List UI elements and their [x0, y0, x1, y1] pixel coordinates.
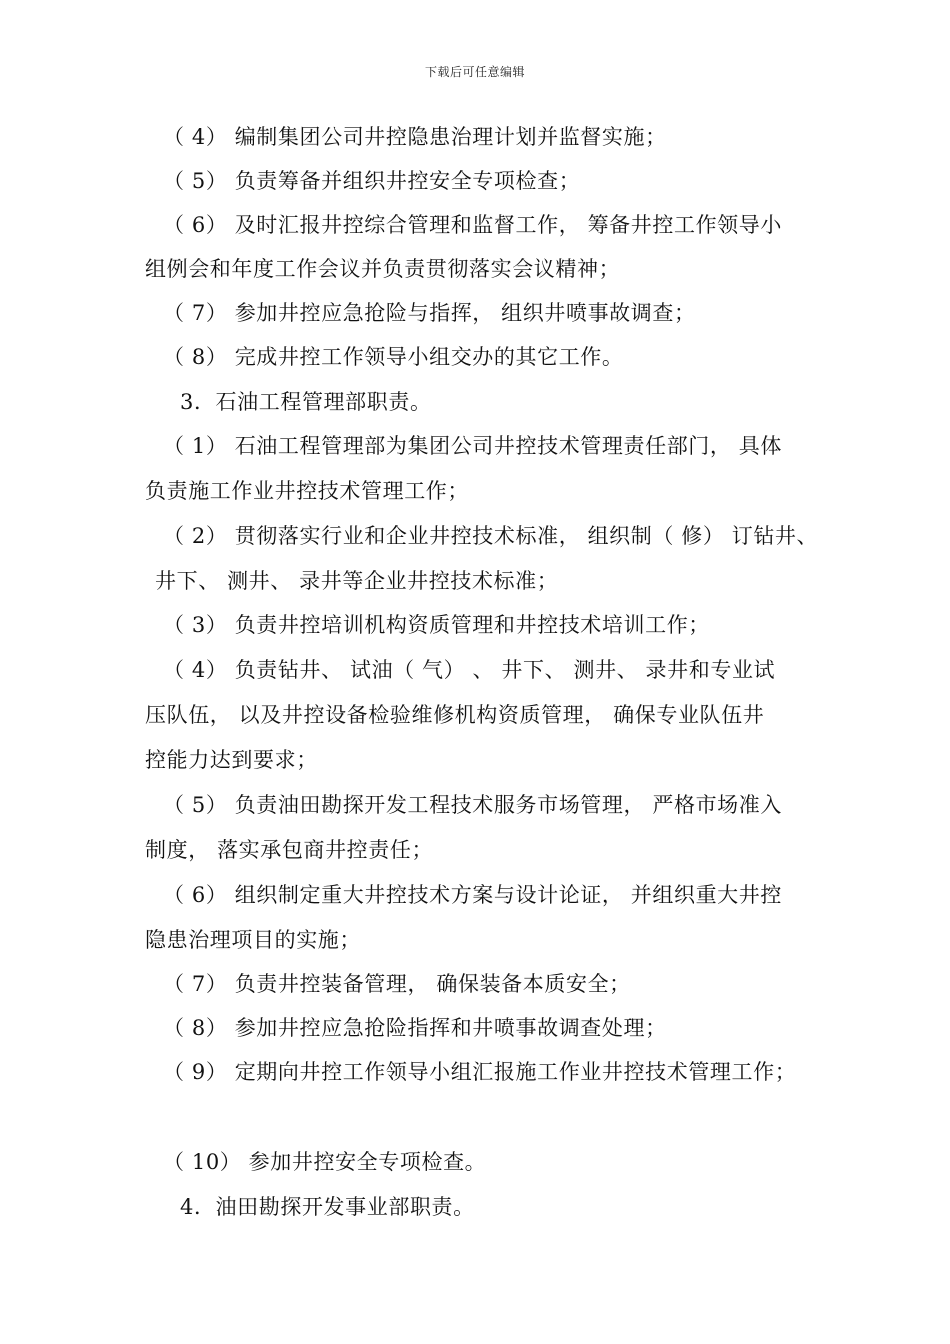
- paragraph-line: （ 1） 石油工程管理部为集团公司井控技术管理责任部门， 具体: [163, 434, 782, 458]
- paragraph-line: （ 9） 定期向井控工作领导小组汇报施工作业井控技术管理工作；: [163, 1060, 797, 1084]
- section-heading: 3．石油工程管理部职责。: [180, 390, 432, 414]
- paragraph-line: 压队伍， 以及井控设备检验维修机构资质管理， 确保专业队伍井: [145, 703, 765, 727]
- paragraph-line: 井下、 测井、 录井等企业井控技术标准；: [155, 569, 559, 593]
- paragraph-line: 组例会和年度工作会议并负责贯彻落实会议精神；: [145, 257, 621, 281]
- paragraph-line: （ 8） 完成井控工作领导小组交办的其它工作。: [163, 345, 624, 369]
- paragraph-line: （ 6） 及时汇报井控综合管理和监督工作， 筹备井控工作领导小: [163, 213, 782, 237]
- paragraph-line: 负责施工作业井控技术管理工作；: [145, 479, 469, 503]
- paragraph-line: （ 7） 负责井控装备管理， 确保装备本质安全；: [163, 972, 631, 996]
- paragraph-line: 制度， 落实承包商井控责任；: [145, 838, 434, 862]
- paragraph-line: （ 4） 负责钻井、 试油（ 气） 、 井下、 测井、 录井和专业试: [163, 658, 776, 682]
- paragraph-line: （ 7） 参加井控应急抢险与指挥， 组织井喷事故调查；: [163, 301, 696, 325]
- paragraph-line: （ 5） 负责油田勘探开发工程技术服务市场管理， 严格市场准入: [163, 793, 782, 817]
- paragraph-line: 控能力达到要求；: [145, 748, 318, 772]
- paragraph-line: 隐患治理项目的实施；: [145, 928, 361, 952]
- paragraph-line: （ 4） 编制集团公司井控隐患治理计划并监督实施；: [163, 125, 667, 149]
- section-heading: 4．油田勘探开发事业部职责。: [180, 1195, 475, 1219]
- page-header: 下载后可任意编辑: [424, 65, 525, 79]
- paragraph-line: （ 8） 参加井控应急抢险指挥和井喷事故调查处理；: [163, 1016, 667, 1040]
- paragraph-line: （ 6） 组织制定重大井控技术方案与设计论证， 并组织重大井控: [163, 883, 782, 907]
- paragraph-line: （ 5） 负责筹备并组织井控安全专项检查；: [163, 169, 581, 193]
- paragraph-line: （ 3） 负责井控培训机构资质管理和井控技术培训工作；: [163, 613, 710, 637]
- paragraph-line: （ 2） 贯彻落实行业和企业井控技术标准， 组织制（ 修） 订钻井、: [163, 524, 819, 548]
- paragraph-line: （ 10） 参加井控安全专项检查。: [163, 1150, 487, 1174]
